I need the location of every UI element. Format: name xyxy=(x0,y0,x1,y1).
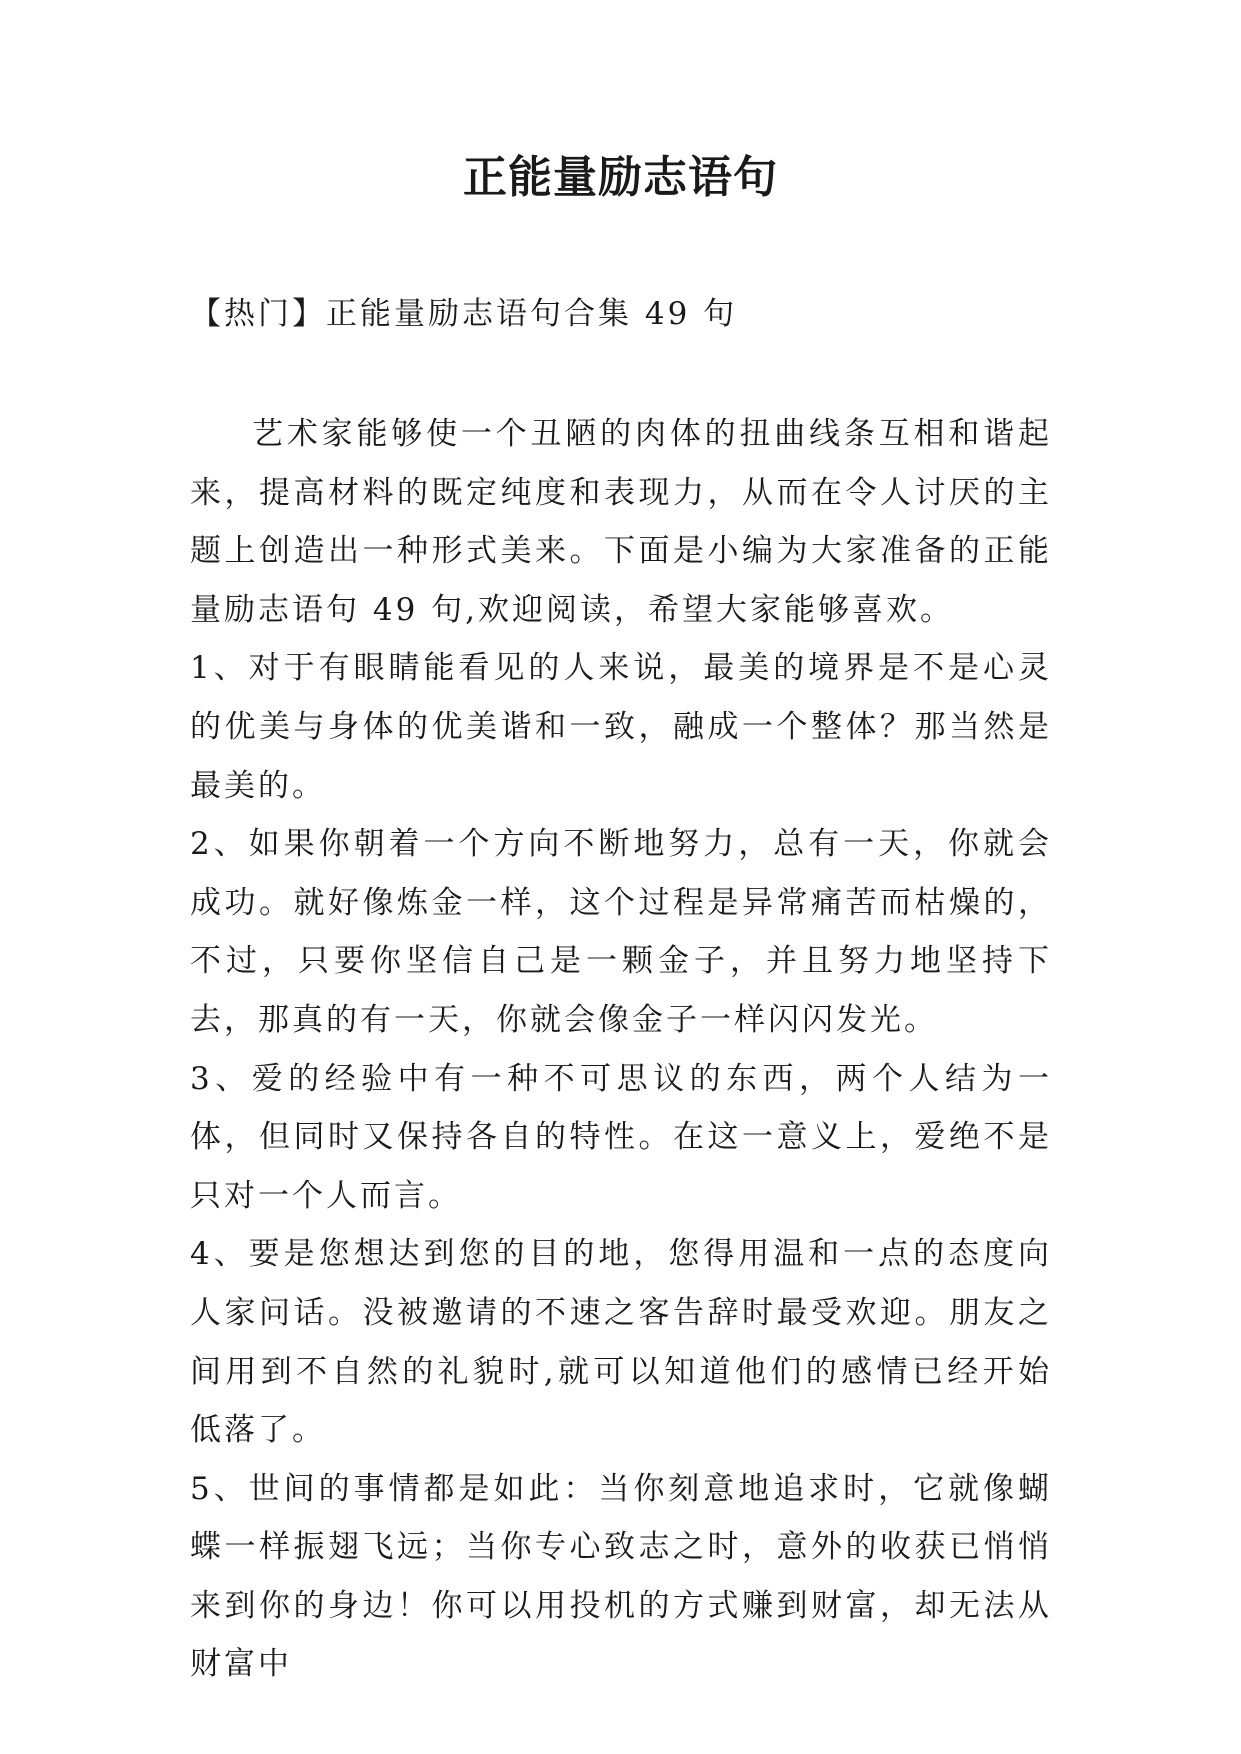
list-item: 5、世间的事情都是如此：当你刻意地追求时，它就像蝴蝶一样振翅飞远；当你专心致志之时，意外的收获已悄悄来到你的身边！你可以用投机的方式赚到财富，却无法从财富中 xyxy=(190,1470,1052,1683)
document-body xyxy=(190,405,1052,1694)
list-item: 4、要是您想达到您的目的地，您得用温和一点的态度向人家问话。没被邀请的不速之客告辞时最受欢迎。朋友之间用到不自然的礼貌时,就可以知道他们的感情已经开始低落了。 xyxy=(190,1236,1052,1449)
list-item: 3、爱的经验中有一种不可思议的东西，两个人结为一体，但同时又保持各自的特性。在这一意义上，爱绝不是只对一个人而言。 xyxy=(190,1060,1052,1214)
list-item: 2、如果你朝着一个方向不断地努力，总有一天，你就会成功。就好像炼金一样，这个过程是异常痛苦而枯燥的，不过，只要你坚信自己是一颗金子，并且努力地坚持下去，那真的有一天，你就会像金子一样闪闪发光。 xyxy=(190,826,1052,1038)
page-title: 正能量励志语句 xyxy=(463,152,778,203)
document-subtitle: 【热门】正能量励志语句合集 49 句 xyxy=(190,296,738,332)
list-item: 1、对于有眼睛能看见的人来说，最美的境界是不是心灵的优美与身体的优美谐和一致，融成一个整体？那当然是最美的。 xyxy=(190,650,1052,804)
intro-paragraph: 艺术家能够使一个丑陋的肉体的扭曲线条互相和谐起来，提高材料的既定纯度和表现力，从而在令人讨厌的主题上创造出一种形式美来。下面是小编为大家准备的正能量励志语句 49 句,欢迎阅读，希望大家能够喜欢。 xyxy=(190,416,1052,628)
